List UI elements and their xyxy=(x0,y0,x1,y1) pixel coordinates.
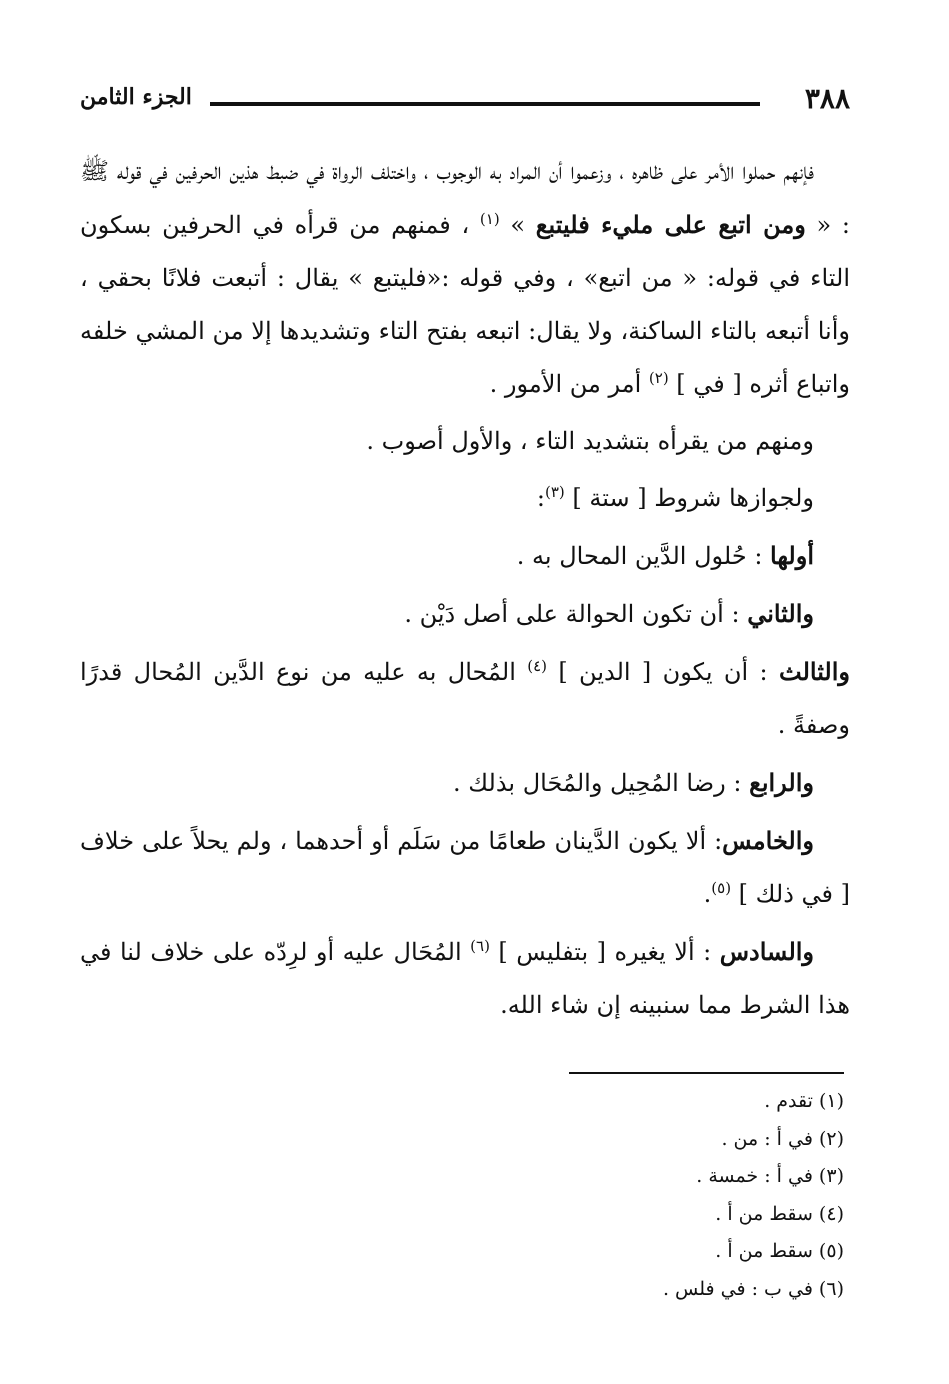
paragraph-text: فإنهم حملوا الأمر على ظاهره ، وزعموا أن المراد به الوجوب ، واختلف الرواة في ضبط هذين الحرفين في قوله ﷺ : « xyxy=(80,157,850,239)
paragraph-text: أمر من الأمور . xyxy=(489,370,649,398)
footnote-ref: (٢) xyxy=(648,369,669,387)
footnote-ref: (١) xyxy=(479,210,500,228)
condition-sixth xyxy=(80,925,850,1032)
condition-first xyxy=(80,529,850,583)
footnote-item: (٢) في أ : من . xyxy=(721,1127,844,1150)
paragraph-text: ، فمنهم من قرأه في الحرفين بسكون التاء في قوله: « من اتبع» ، وفي قوله :«فليتبع » يقال : أتبعت فلانًا بحقي ، وأنا أتبعه بالتاء الساكنة، ولا يقال: اتبعه بفتح التاء وتشديدها إلا من المشي خلفه واتباع أثره [ في ] xyxy=(80,211,850,398)
condition-text: المُحال به عليه من نوع الدَّين المُحال قدرًا وصفةً . xyxy=(80,658,850,739)
footnote-item: (١) تقدم . xyxy=(764,1090,844,1112)
footnote-item: (٣) في أ : خمسة . xyxy=(696,1165,844,1187)
footnote-item: (٤) سقط من أ . xyxy=(715,1202,844,1225)
condition-fourth xyxy=(80,756,850,810)
paragraph-intro xyxy=(80,145,850,411)
condition-fifth xyxy=(80,814,850,921)
hadith-quote: ومن اتبع على مليء فليتبع xyxy=(535,210,806,239)
paragraph-text: : xyxy=(536,484,545,512)
condition-third xyxy=(80,645,850,752)
condition-text: : ألا يغيره [ بتفليس ] xyxy=(489,938,720,966)
header-rule xyxy=(210,102,760,106)
condition-text: : أن تكون الحوالة على أصل دَيْن . xyxy=(404,600,748,628)
condition-text: : أن يكون [ الدين ] xyxy=(547,658,779,686)
condition-label: والرابع xyxy=(749,768,814,797)
paragraph-reading xyxy=(80,415,850,468)
condition-label: والخامس xyxy=(722,826,814,855)
footnote-ref: (٦) xyxy=(470,937,490,955)
running-header xyxy=(80,80,850,120)
paragraph-text: ومنهم من يقرأه بتشديد التاء ، والأول أصوب . xyxy=(366,427,814,455)
paragraph-text: » xyxy=(499,211,536,239)
condition-label: والسادس xyxy=(719,937,815,966)
paragraph-conditions-intro xyxy=(80,472,850,525)
condition-second xyxy=(80,587,850,641)
footnote-item: (٦) في ب : في فلس . xyxy=(662,1277,844,1300)
condition-text: : رضا المُحِيل والمُحَال بذلك . xyxy=(453,769,750,797)
page-number: ٣٨٨ xyxy=(804,82,850,115)
footnote-item: (٥) سقط من أ . xyxy=(715,1240,844,1262)
condition-text: . xyxy=(703,880,712,908)
main-text xyxy=(80,145,850,1032)
footnotes xyxy=(444,1083,844,1308)
paragraph-text: ولجوازها شروط [ ستة ] xyxy=(564,484,814,512)
condition-text: : حُلول الدَّين المحال به . xyxy=(516,542,771,570)
condition-text: المُحَال عليه أو لرِدّه على خلاف لنا في هذا الشرط مما سنبينه إن شاء الله. xyxy=(80,938,850,1019)
footnote-ref: (٣) xyxy=(544,483,565,501)
condition-label: أولها xyxy=(770,541,814,570)
condition-label: والثاني xyxy=(747,599,814,628)
condition-text: : ألا يكون الدَّينان طعامًا من سَلَم أو أحدهما ، ولم يحلاً على خلاف [ في ذلك ] xyxy=(80,827,850,908)
footnote-ref: (٤) xyxy=(527,657,548,675)
footnote-separator xyxy=(569,1072,844,1074)
part-title: الجزء الثامن xyxy=(80,84,192,110)
condition-label: والثالث xyxy=(779,657,851,686)
footnote-ref: (٥) xyxy=(711,879,732,897)
